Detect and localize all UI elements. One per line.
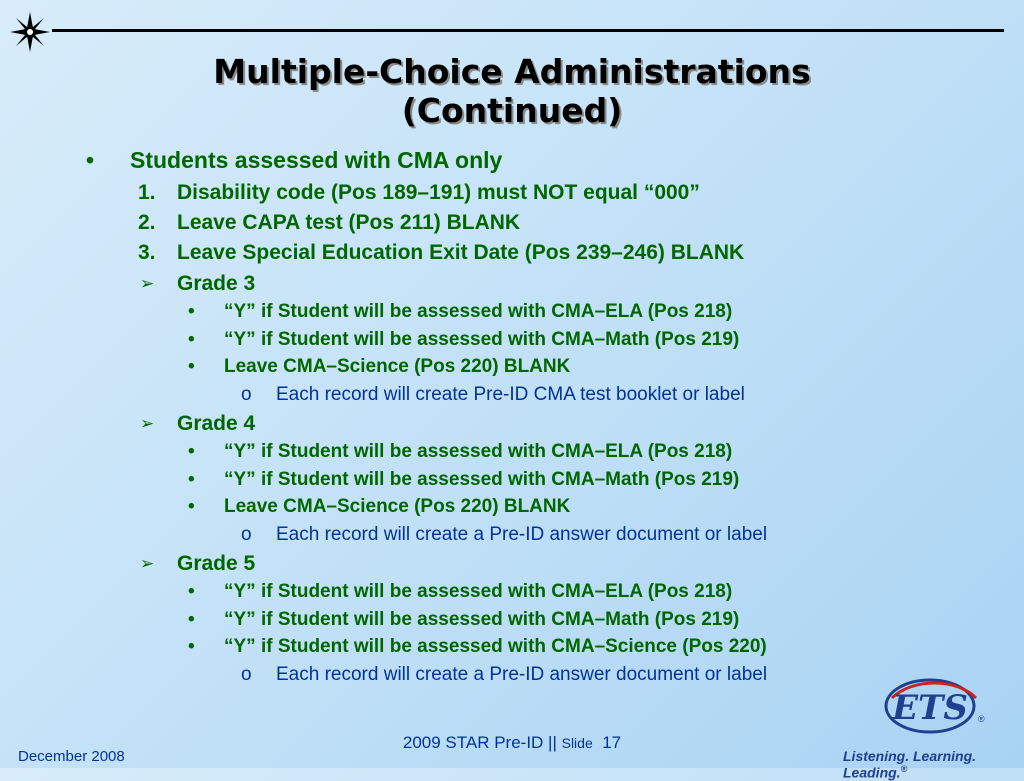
item-text: Leave Special Education Exit Date (Pos 239–246) BLANK [177,241,745,264]
grade-note-text: Each record will create Pre-ID CMA test booklet or label [276,384,745,405]
bullet-marker: • [188,356,195,377]
item-text: Leave CAPA test (Pos 211) BLANK [177,211,521,234]
grade-item-text: “Y” if Student will be assessed with CMA–Science (Pos 220) [224,636,767,657]
registered-mark: ® [978,714,985,724]
title-line-1: Multiple-Choice Administrations [213,52,811,91]
grade-label: Grade 3 [177,272,256,295]
bullet-marker: • [188,441,195,462]
main-bullet-text: Students assessed with CMA only [130,147,503,173]
arrow-bullet-icon: ➢ [140,414,155,433]
bullet-marker: • [86,147,95,173]
note-marker: o [241,664,252,685]
grade-label: Grade 5 [177,552,256,575]
grade-label: Grade 4 [177,412,256,435]
slide-label: Slide [561,735,593,751]
grade-item-text: “Y” if Student will be assessed with CMA–Math (Pos 219) [224,609,740,630]
footer-center-text: 2009 STAR Pre-ID || [402,733,562,752]
item-text: Disability code (Pos 189–191) must NOT equal “000” [177,181,700,204]
footer-date: December 2008 [18,748,125,765]
grade-item-text: “Y” if Student will be assessed with CMA–ELA (Pos 218) [224,441,733,462]
item-number: 3. [138,241,156,264]
ets-tagline [843,748,1024,781]
grade-note-text: Each record will create a Pre-ID answer document or label [276,524,768,545]
title-divider [52,29,1004,32]
grade-item-text: “Y” if Student will be assessed with CMA–Math (Pos 219) [224,329,740,350]
grade-item-text: “Y” if Student will be assessed with CMA–ELA (Pos 218) [224,581,733,602]
grade-item-text: “Y” if Student will be assessed with CMA–Math (Pos 219) [224,469,740,490]
bullet-marker: • [188,469,195,490]
ets-tagline-text: Listening. Learning. Leading. [843,748,977,781]
slide-number: 17 [602,733,622,752]
item-number: 1. [138,181,156,204]
ets-logo [882,676,985,736]
grade-item-text: “Y” if Student will be assessed with CMA–ELA (Pos 218) [224,301,733,322]
grade-item-text: Leave CMA–Science (Pos 220) BLANK [224,496,571,517]
bullet-marker: • [188,301,195,322]
tagline-registered-mark: ® [900,764,908,774]
grade-item-text: Leave CMA–Science (Pos 220) BLANK [224,356,571,377]
arrow-bullet-icon: ➢ [140,274,155,293]
arrow-bullet-icon: ➢ [140,554,155,573]
bullet-marker: • [188,609,195,630]
bullet-marker: • [188,329,195,350]
note-marker: o [241,384,252,405]
slide-title [0,52,1024,130]
bullet-marker: • [188,496,195,517]
item-number: 2. [138,211,156,234]
ets-logo-text: ETS [892,688,968,728]
grade-note-text: Each record will create a Pre-ID answer document or label [276,664,768,685]
title-line-2: (Continued) [401,91,623,130]
bullet-marker: • [188,581,195,602]
note-marker: o [241,524,252,545]
bullet-marker: • [188,636,195,657]
star-compass-icon [8,10,52,54]
